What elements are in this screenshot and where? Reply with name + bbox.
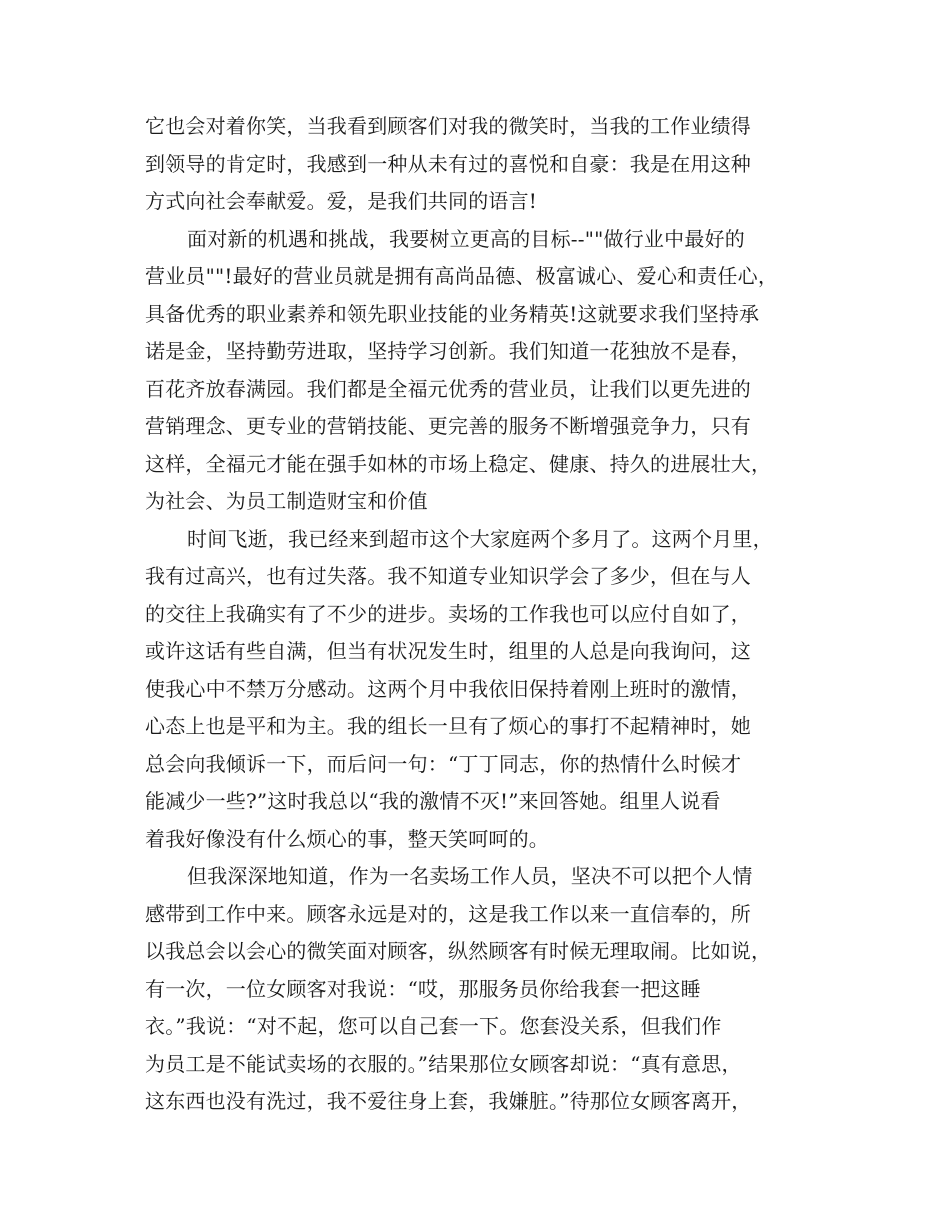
text-line: 心态上也是平和为主。我的组长一旦有了烦心的事打不起精神时，她 — [145, 714, 751, 738]
document-body — [145, 108, 815, 1121]
text-line: 营业员""!最好的营业员就是拥有高尚品德、极富诚心、爱心和责任心， — [145, 264, 779, 288]
text-line: 方式向社会奉献爱。爱，是我们共同的语言! — [145, 189, 538, 213]
text-line: 它也会对着你笑，当我看到顾客们对我的微笑时，当我的工作业绩得 — [145, 114, 751, 138]
paragraph-first-line: 时间飞逝，我已经来到超市这个大家庭两个多月了。这两个月里， — [187, 526, 773, 551]
text-line: 营销理念、更专业的营销技能、更完善的服务不断增强竞争力，只有 — [145, 414, 751, 438]
text-line: 使我心中不禁万分感动。这两个月中我依旧保持着刚上班时的激情， — [145, 676, 751, 701]
text-line: 的交往上我确实有了不少的进步。卖场的工作我也可以应付自如了， — [145, 601, 751, 626]
text-line: 衣。”我说：“对不起，您可以自己套一下。您套没关系，但我们作 — [145, 1014, 722, 1038]
text-line: 这东西也没有洗过，我不爱往身上套，我嫌脏。”待那位女顾客离开， — [145, 1089, 752, 1113]
text-line: 有一次，一位女顾客对我说：“哎，那服务员你给我套一把这睡 — [145, 976, 701, 1001]
text-line: 总会向我倾诉一下，而后问一句：“丁丁同志，你的热情什么时候才 — [145, 751, 742, 776]
text-line: 到领导的肯定时，我感到一种从未有过的喜悦和自豪：我是在用这种 — [145, 151, 751, 176]
text-line: 诺是金，坚持勤劳进取，坚持学习创新。我们知道一花独放不是春， — [145, 339, 751, 363]
text-line: 我有过高兴，也有过失落。我不知道专业知识学会了多少，但在与人 — [145, 564, 751, 588]
paragraph-first-line: 但我深深地知道，作为一名卖场工作人员，坚决不可以把个人情 — [187, 864, 753, 888]
text-line: 百花齐放春满园。我们都是全福元优秀的营业员，让我们以更先进的 — [145, 376, 751, 401]
text-line: 感带到工作中来。顾客永远是对的，这是我工作以来一直信奉的，所 — [145, 901, 751, 926]
text-line: 这样，全福元才能在强手如林的市场上稳定、健康、持久的进展壮大， — [145, 451, 772, 476]
text-line: 为员工是不能试卖场的衣服的。”结果那位女顾客却说：“真有意思， — [145, 1051, 742, 1076]
text-line: 为社会、为员工制造财宝和价值 — [145, 489, 428, 513]
paragraph-first-line: 面对新的机遇和挑战，我要树立更高的目标--""做行业中最好的 — [187, 226, 745, 251]
text-line: 以我总会以会心的微笑面对顾客，纵然顾客有时候无理取闹。比如说， — [145, 939, 772, 963]
text-line: 着我好像没有什么烦心的事，整天笑呵呵的。 — [145, 826, 549, 851]
text-line: 能减少一些?”这时我总以“我的激情不灭!”来回答她。组里人说看 — [145, 789, 721, 813]
text-line: 具备优秀的职业素养和领先职业技能的业务精英!这就要求我们坚持承 — [145, 301, 760, 326]
text-line: 或许这话有些自满，但当有状况发生时，组里的人总是向我询问，这 — [145, 639, 751, 663]
